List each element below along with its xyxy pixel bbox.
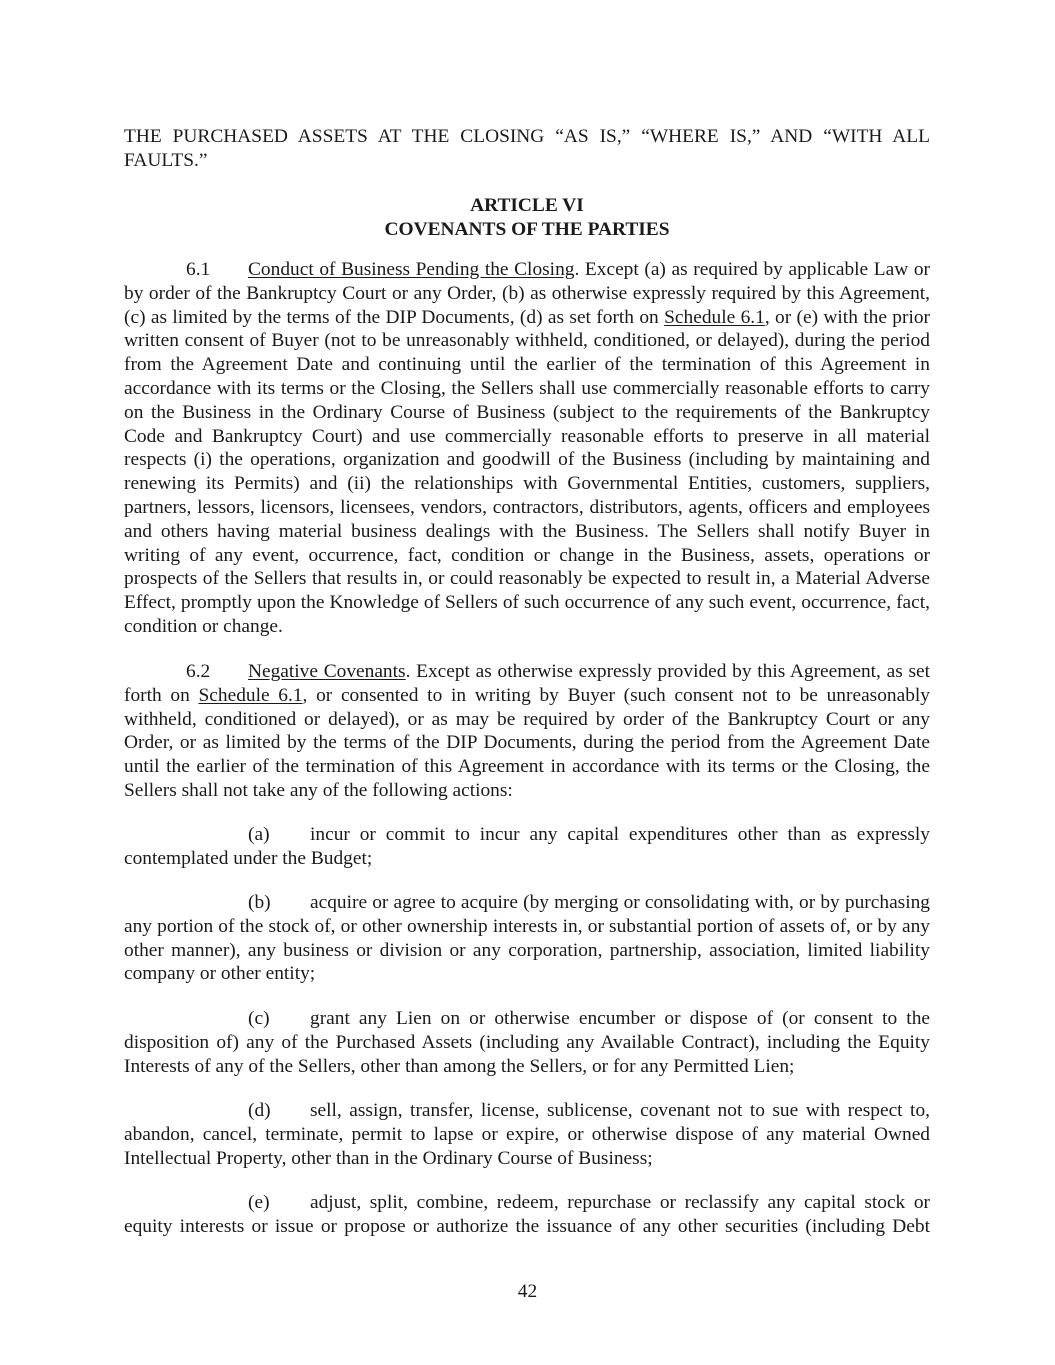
section-number: 6.1 (186, 259, 211, 280)
item-label: (d) (248, 1100, 271, 1121)
list-item (124, 1007, 930, 1078)
schedule-reference: Schedule 6.1 (664, 306, 765, 328)
item-text: sell, assign, transfer, license, sublicense, covenant not to sue with respect to, abandon, cancel, terminate, permit to lapse or expire, or otherwise dispose of any material Owned Intellectual Property, other than in the Ordinary Course of Business; (124, 1100, 930, 1169)
item-text: incur or commit to incur any capital expenditures other than as expressly contemplated under the Budget; (124, 824, 930, 869)
section-6-1 (124, 258, 930, 639)
list-item (124, 1191, 930, 1239)
article-title: COVENANTS OF THE PARTIES (384, 219, 670, 240)
section-text: . Except as otherwise expressly provided by this Agreement, as set forth on (124, 661, 930, 706)
article-number: ARTICLE VI (470, 195, 584, 216)
item-text: acquire or agree to acquire (by merging or consolidating with, or by purchasing any portion of the stock of, or other ownership interests in, or substantial portion of assets of, or by any other manner), any business or division or any corporation, partnership, association, limited liability company or other entity; (124, 892, 930, 985)
intro-paragraph: THE PURCHASED ASSETS AT THE CLOSING “AS IS,” “WHERE IS,” AND “WITH ALL FAULTS.” (124, 126, 930, 171)
item-label: (a) (248, 824, 270, 845)
section-number: 6.2 (186, 661, 211, 682)
item-label: (b) (248, 892, 271, 913)
section-text: , or consented to in writing by Buyer (such consent not to be unreasonably withheld, conditioned or delayed), or as may be required by order of the Bankruptcy Court or any Order, or as limited by the terms of the DIP Documents, during the period from the Agreement Date until the earlier of the termination of this Agreement in accordance with its terms or the Closing, the Sellers shall not take any of the following actions: (124, 684, 930, 801)
section-text: . Except (a) as required by applicable Law or by order of the Bankruptcy Court or any Order, (b) as otherwise expressly required by this Agreement, (c) as limited by the terms of the DIP Documents, (d) as set forth on (124, 259, 930, 328)
item-text: adjust, split, combine, redeem, repurchase or reclassify any capital stock or equity interests or issue or propose or authorize the issuance of any other securities (including Debt (124, 1192, 930, 1237)
list-item (124, 1099, 930, 1170)
section-heading: Conduct of Business Pending the Closing (248, 259, 575, 280)
section-heading: Negative Covenants (248, 661, 406, 682)
item-label: (e) (248, 1192, 270, 1213)
section-6-2 (124, 660, 930, 803)
list-item (124, 823, 930, 871)
list-item (124, 891, 930, 986)
schedule-reference: Schedule 6.1 (198, 684, 303, 706)
item-text: grant any Lien on or otherwise encumber or dispose of (or consent to the disposition of) any of the Purchased Assets (including any Available Contract), including the Equity Interests of any of the Sellers, other than among the Sellers, or for any Permitted Lien; (124, 1008, 930, 1077)
page-number: 42 (517, 1281, 538, 1302)
item-label: (c) (248, 1008, 270, 1029)
section-text: , or (e) with the prior written consent of Buyer (not to be unreasonably withheld, conditioned, or delayed), during the period from the Agreement Date and continuing until the earlier of the termination of this Agreement in accordance with its terms or the Closing, the Sellers shall use commercially reasonable efforts to carry on the Business in the Ordinary Course of Business (subject to the requirements of the Bankruptcy Code and Bankruptcy Court) and use commercially reasonable efforts to preserve in all material respects (i) the operations, organization and goodwill of the Business (including by maintaining and renewing its Permits) and (ii) the relationships with Governmental Entities, customers, suppliers, partners, lessors, licensors, licensees, vendors, contractors, distributors, agents, officers and employees and others having material business dealings with the Business. The Sellers shall notify Buyer in writing of any event, occurrence, fact, condition or change in the Business, assets, operations or prospects of the Sellers that results in, or could reasonably be expected to result in, a Material Adverse Effect, promptly upon the Knowledge of Sellers of such occurrence of any such event, occurrence, fact, condition or change. (124, 306, 930, 637)
